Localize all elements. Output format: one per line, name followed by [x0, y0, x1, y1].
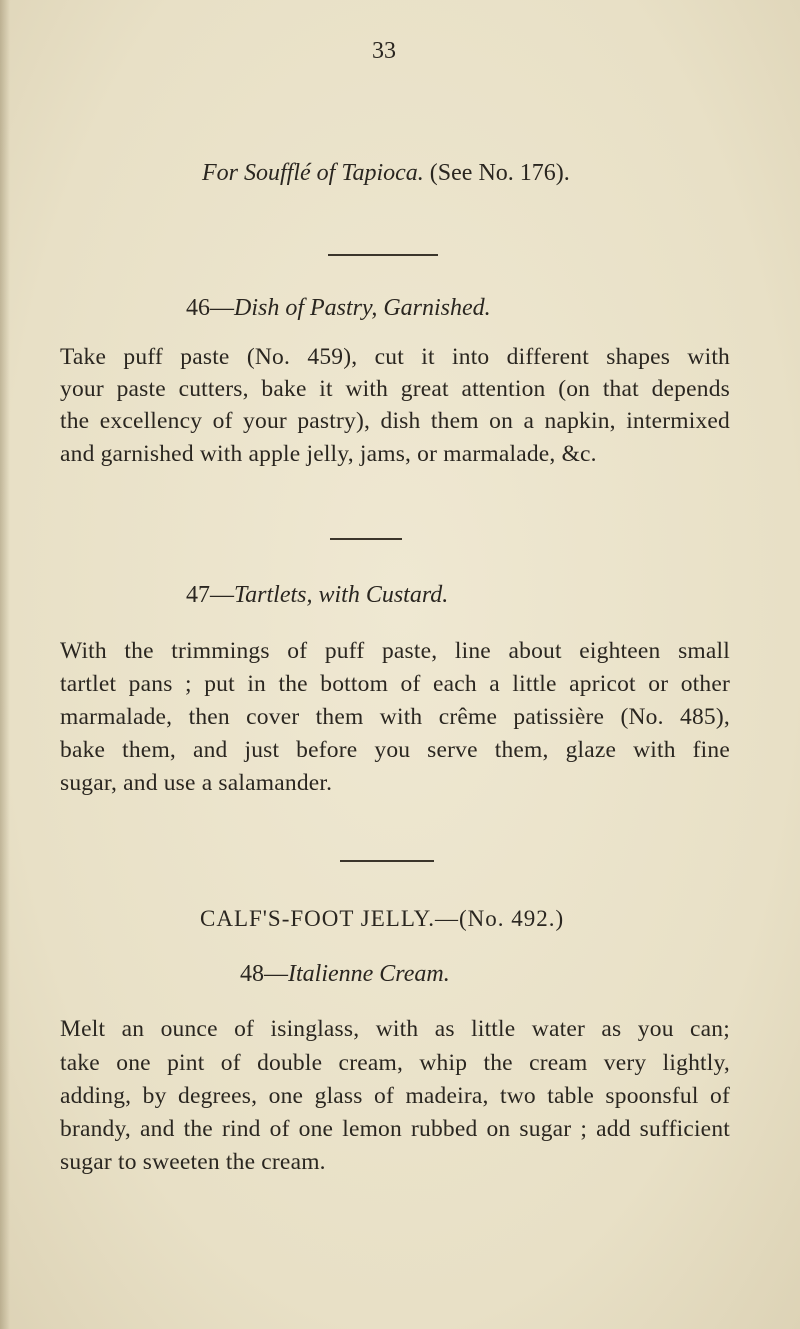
section-divider	[328, 254, 438, 256]
section-46-title: Dish of Pastry, Garnished.	[234, 295, 491, 321]
section-divider	[330, 538, 402, 540]
section-46-line: Take puff paste (No. 459), cut it into different shapes with	[60, 344, 730, 370]
section-47-line: marmalade, then cover them with crême patissière (No. 485),	[60, 704, 730, 730]
souffle-reference	[202, 160, 570, 187]
section-47-title: Tartlets, with Custard.	[234, 582, 449, 608]
section-48-line: take one pint of double cream, whip the cream very lightly,	[60, 1050, 730, 1076]
section-47-heading	[186, 582, 448, 609]
section-48-line: Melt an ounce of isinglass, with as little water as you can;	[60, 1016, 730, 1042]
section-48-heading	[240, 961, 450, 988]
section-47-number: 47—	[186, 582, 234, 608]
section-46-heading	[186, 295, 491, 322]
section-47-line: With the trimmings of puff paste, line about eighteen small	[60, 638, 730, 664]
section-48-line: adding, by degrees, one glass of madeira, two table spoonsful of	[60, 1083, 730, 1109]
section-47-line: sugar, and use a salamander.	[60, 770, 333, 796]
page-edge-shadow	[0, 0, 10, 1329]
section-48-line: sugar to sweeten the cream.	[60, 1149, 326, 1175]
calfs-foot-jelly-heading: CALF'S-FOOT JELLY.—(No. 492.)	[200, 906, 565, 931]
section-46-line: the excellency of your pastry), dish them on a napkin, intermixed	[60, 408, 730, 434]
section-47-line: bake them, and just before you serve them, glaze with fine	[60, 737, 730, 763]
souffle-see-ref: (See No. 176).	[429, 160, 570, 186]
souffle-title: For Soufflé of Tapioca.	[202, 160, 424, 186]
section-48-number: 48—	[240, 961, 288, 987]
page-number: 33	[372, 38, 396, 64]
section-47-line: tartlet pans ; put in the bottom of each a little apricot or other	[60, 671, 730, 697]
section-48-title: Italienne Cream.	[288, 961, 450, 987]
section-46-number: 46—	[186, 295, 234, 321]
section-divider	[340, 860, 434, 862]
section-46-line: your paste cutters, bake it with great attention (on that depends	[60, 376, 730, 402]
section-48-line: brandy, and the rind of one lemon rubbed on sugar ; add sufficient	[60, 1116, 730, 1142]
section-46-line: and garnished with apple jelly, jams, or marmalade, &c.	[60, 441, 597, 467]
